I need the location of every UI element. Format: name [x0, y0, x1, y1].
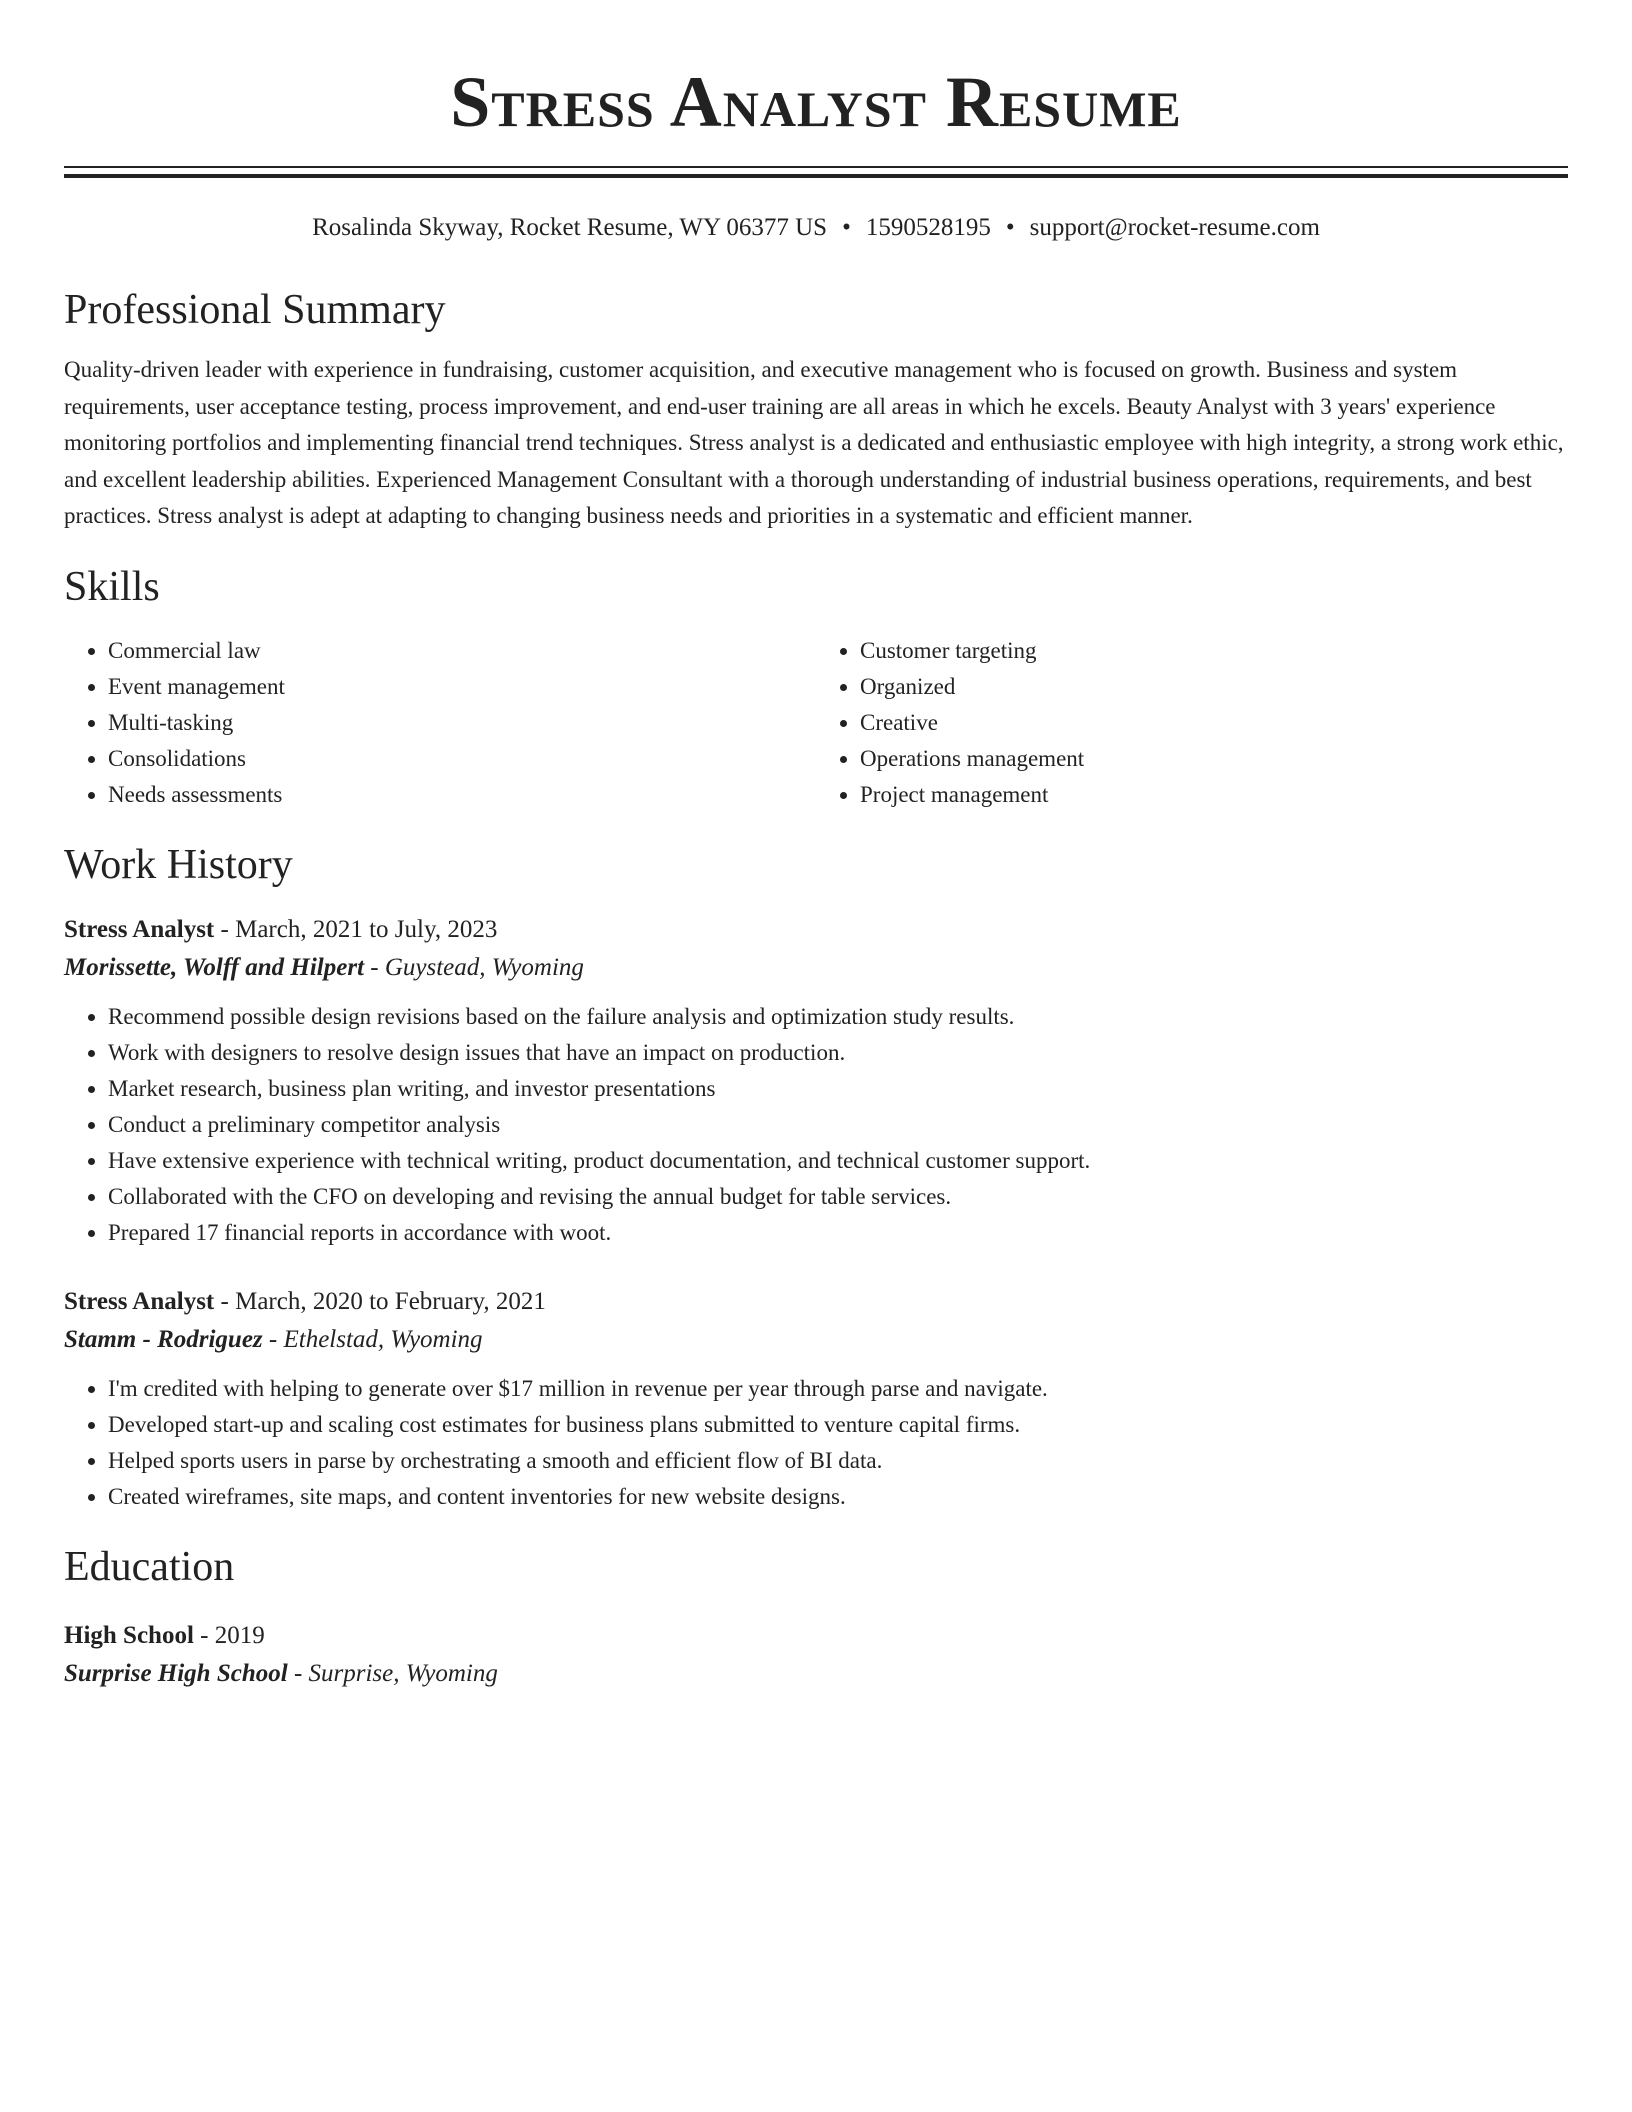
- skill-item: • Commercial law: [108, 633, 816, 669]
- work-history-heading: Work History: [64, 841, 293, 888]
- dash: -: [268, 1325, 278, 1353]
- job-title-line: [64, 911, 1568, 949]
- skill-item: • Event management: [108, 669, 816, 705]
- contact-phone: 1590528195: [865, 214, 991, 241]
- summary-heading: Professional Summary: [64, 287, 446, 333]
- contact-email: support@rocket-resume.com: [1029, 214, 1320, 241]
- skills-heading: Skills: [64, 563, 160, 610]
- job-location: Guystead, Wyoming: [384, 953, 584, 981]
- job-location: Ethelstad, Wyoming: [283, 1325, 483, 1353]
- job-entry: [64, 911, 1568, 1251]
- duty-item: • Market research, business plan writing, and investor presentations: [108, 1071, 1568, 1107]
- education-degree: High School: [64, 1621, 194, 1649]
- job-title: Stress Analyst: [64, 1287, 215, 1315]
- education-degree-line: [64, 1617, 1568, 1655]
- resume-title: Stress Analyst Resume: [450, 62, 1182, 142]
- duty-item: • Conduct a preliminary competitor analysis: [108, 1107, 1568, 1143]
- skill-item: • Creative: [860, 705, 1568, 741]
- skill-item: • Organized: [860, 669, 1568, 705]
- duty-item: • Helped sports users in parse by orchestrating a smooth and efficient flow of BI data.: [108, 1443, 1568, 1479]
- skills-list-right: [816, 633, 1568, 813]
- dash: -: [293, 1659, 303, 1687]
- duty-item: • Developed start-up and scaling cost estimates for business plans submitted to venture capital firms.: [108, 1407, 1568, 1443]
- contact-separator: •: [1005, 214, 1015, 241]
- job-duties: [64, 1371, 1568, 1515]
- dash: -: [220, 1287, 229, 1315]
- title-rule-thin: [64, 166, 1568, 168]
- duty-item: • I'm credited with helping to generate over $17 million in revenue per year through parse and navigate.: [108, 1371, 1568, 1407]
- job-company: Morissette, Wolff and Hilpert: [64, 953, 365, 981]
- job-company-line: [64, 949, 1568, 987]
- duty-item: • Collaborated with the CFO on developing and revising the annual budget for table services.: [108, 1179, 1568, 1215]
- summary-text: Quality-driven leader with experience in fundraising, customer acquisition, and executive management who is focused on growth. Business and system requirements, user acceptance testing, process improvement, and end-user training are all areas in which he excels. Beauty Analyst with 3 years' experience monitoring portfolios and implementing financial trend techniques. Stress analyst is a dedicated and enthusiastic employee with high integrity, a strong work ethic, and excellent leadership abilities. Experienced Management Consultant with a thorough understanding of industrial business operations, requirements, and best practices. Stress analyst is adept at adapting to changing business needs and priorities in a systematic and efficient manner.: [64, 357, 1564, 528]
- dash: -: [370, 953, 379, 981]
- education-school-line: [64, 1655, 1568, 1693]
- skill-item: • Operations management: [860, 741, 1568, 777]
- skill-item: • Multi-tasking: [108, 705, 816, 741]
- job-title-line: [64, 1283, 1568, 1321]
- skill-item: • Customer targeting: [860, 633, 1568, 669]
- duty-item: • Prepared 17 financial reports in accordance with woot.: [108, 1215, 1568, 1251]
- education-heading: Education: [64, 1543, 235, 1590]
- dash: -: [220, 915, 229, 943]
- skill-item: • Consolidations: [108, 741, 816, 777]
- education-year: 2019: [214, 1621, 265, 1649]
- dash: -: [200, 1621, 209, 1649]
- education-location: Surprise, Wyoming: [308, 1659, 498, 1687]
- duty-item: • Recommend possible design revisions based on the failure analysis and optimization study results.: [108, 999, 1568, 1035]
- job-dates: March, 2021 to July, 2023: [235, 915, 498, 943]
- duty-item: • Created wireframes, site maps, and content inventories for new website designs.: [108, 1479, 1568, 1515]
- skills-columns: [64, 633, 1568, 813]
- job-company: Stamm - Rodriguez: [64, 1325, 263, 1353]
- job-duties: [64, 999, 1568, 1251]
- skills-list-left: [64, 633, 816, 813]
- education-school: Surprise High School: [64, 1659, 288, 1687]
- job-company-line: [64, 1321, 1568, 1359]
- contact-separator: •: [842, 214, 851, 241]
- job-entry: [64, 1283, 1568, 1515]
- job-dates: March, 2020 to February, 2021: [235, 1287, 546, 1315]
- duty-item: • Have extensive experience with technical writing, product documentation, and technical customer support.: [108, 1143, 1568, 1179]
- job-title: Stress Analyst: [64, 915, 215, 943]
- duty-item: • Work with designers to resolve design issues that have an impact on production.: [108, 1035, 1568, 1071]
- title-rule-thick: [64, 174, 1568, 178]
- skill-item: • Needs assessments: [108, 777, 816, 813]
- contact-line: [64, 212, 1568, 244]
- education-entry: [64, 1617, 1568, 1693]
- skill-item: • Project management: [860, 777, 1568, 813]
- contact-address: Rosalinda Skyway, Rocket Resume, WY 06377 US: [312, 214, 828, 241]
